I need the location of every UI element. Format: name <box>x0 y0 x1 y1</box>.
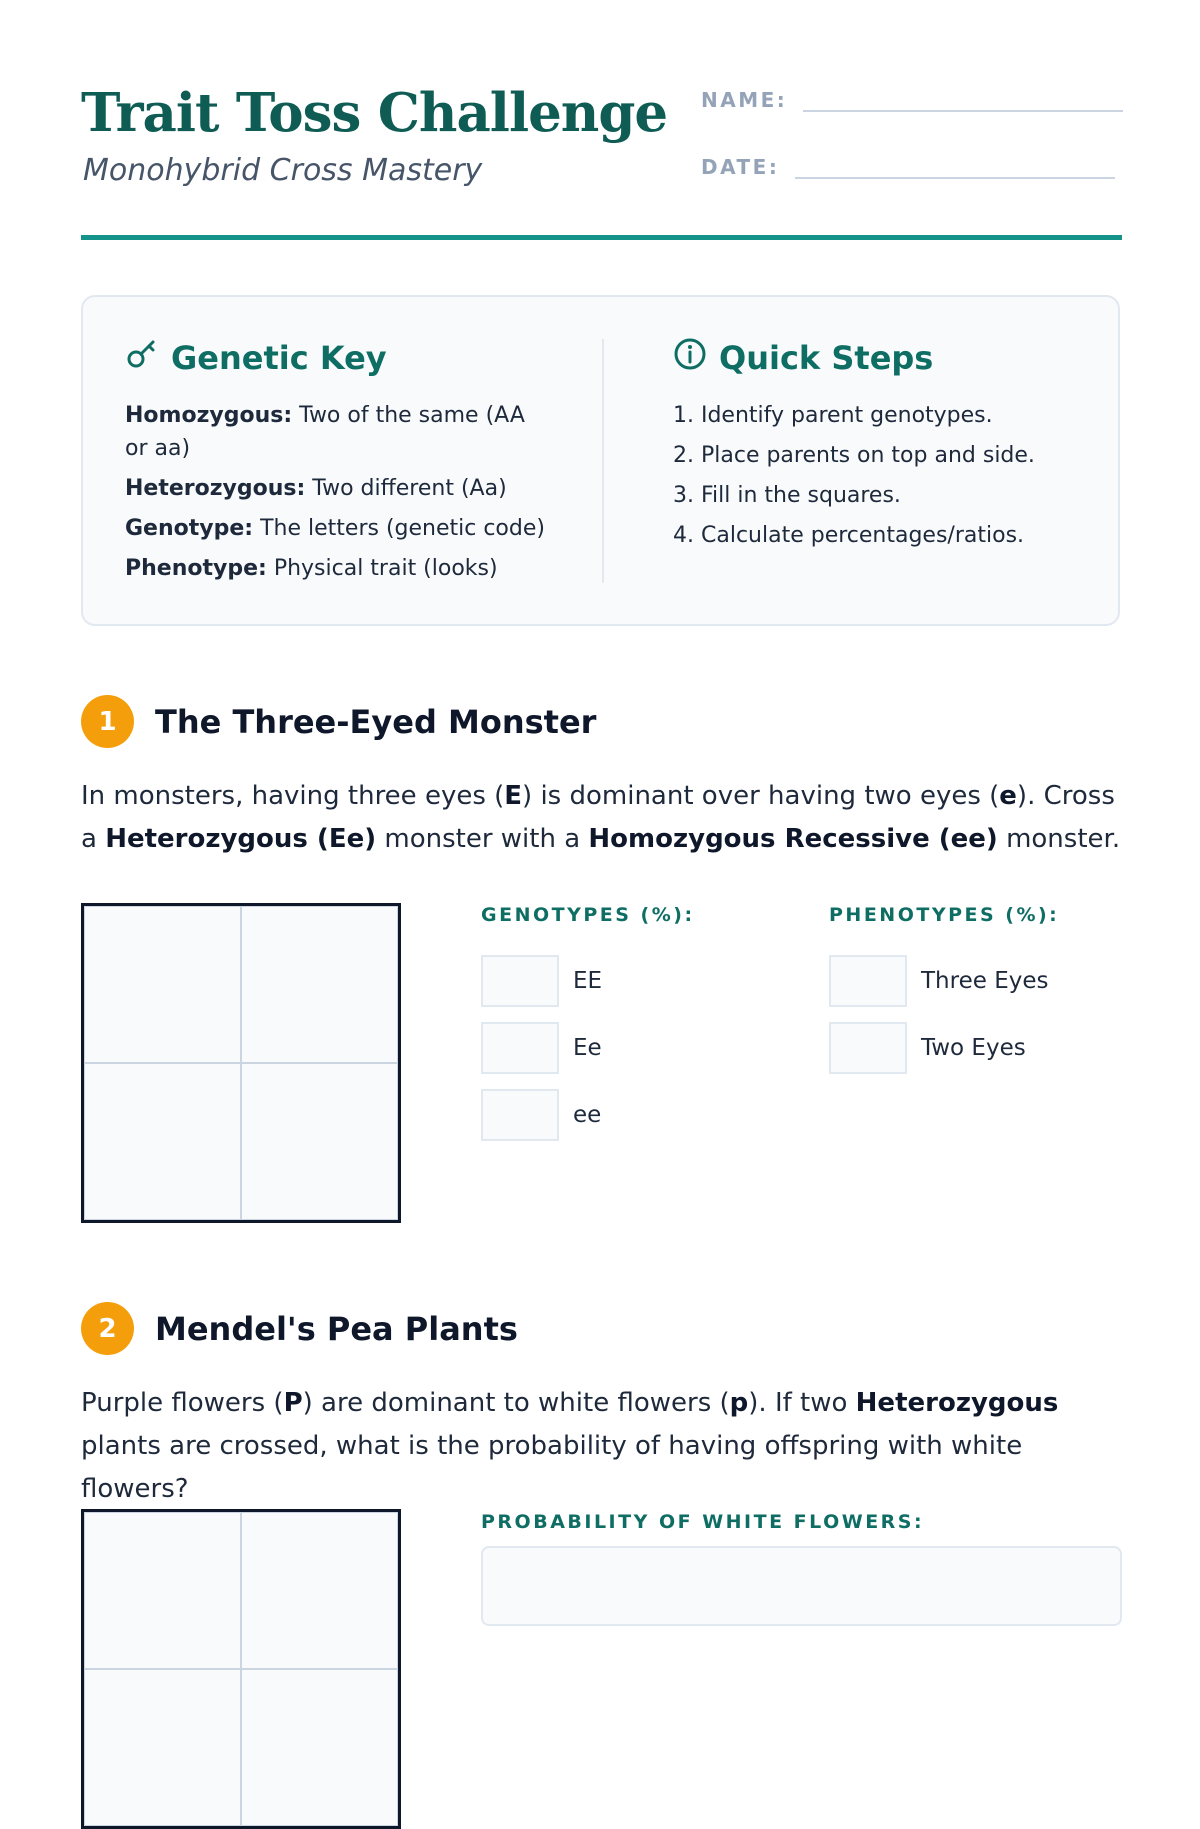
probability-answer-box[interactable] <box>481 1546 1122 1626</box>
definition-term: Homozygous: <box>125 403 293 428</box>
worksheet-page <box>81 0 1122 1533</box>
problem-1-header <box>81 695 596 748</box>
text-segment: ). Cross a <box>81 781 1115 854</box>
genotype-option: EE <box>573 968 603 994</box>
genotype-row <box>481 955 602 1007</box>
definition-desc: The letters (genetic code) <box>260 516 545 541</box>
phenotype-option: Two Eyes <box>921 1035 1026 1061</box>
page-title: Trait Toss Challenge <box>81 82 668 144</box>
text-bold: Homozygous Recessive (ee) <box>588 824 998 854</box>
step-item: 3. Fill in the squares. <box>673 483 901 508</box>
text-segment: ) are dominant to white flowers ( <box>302 1388 730 1418</box>
header-rule <box>81 235 1122 240</box>
date-field[interactable] <box>701 155 1115 179</box>
punnett-cell[interactable] <box>241 1063 398 1220</box>
text-bold: E <box>504 781 523 811</box>
text-bold: Heterozygous <box>855 1388 1059 1418</box>
step-item: 2. Place parents on top and side. <box>673 443 1035 468</box>
text-bold: P <box>283 1388 303 1418</box>
text-segment: ). If two <box>748 1388 856 1418</box>
definition-item <box>125 399 545 465</box>
reference-box <box>81 295 1120 626</box>
text-bold: p <box>729 1388 749 1418</box>
page-subtitle: Monohybrid Cross Mastery <box>83 153 483 188</box>
key-icon <box>125 337 159 379</box>
date-line[interactable] <box>795 177 1115 179</box>
text-bold: e <box>999 781 1017 811</box>
punnett-cell[interactable] <box>84 1063 241 1220</box>
text-bold: Heterozygous (Ee) <box>105 824 377 854</box>
definition-item <box>125 552 545 585</box>
definition-term: Phenotype: <box>125 556 267 581</box>
text-segment: monster with a <box>376 824 589 854</box>
genetic-key-section <box>125 337 545 592</box>
genotype-option: Ee <box>573 1035 602 1061</box>
phenotype-answer-box[interactable] <box>829 955 907 1007</box>
definitions-list <box>125 399 545 585</box>
definition-term: Heterozygous: <box>125 476 306 501</box>
info-icon <box>673 337 707 379</box>
punnett-cell[interactable] <box>84 1669 241 1826</box>
header <box>81 0 1122 245</box>
problem-1-title: The Three-Eyed Monster <box>155 702 597 741</box>
name-label: NAME: <box>701 88 788 112</box>
genetic-key-heading <box>125 337 545 379</box>
definition-item <box>125 472 545 505</box>
definition-desc: Two different (Aa) <box>312 476 507 501</box>
text-segment: ) is dominant over having two eyes ( <box>522 781 1000 811</box>
reference-divider <box>602 339 604 583</box>
quick-steps-heading <box>673 337 1073 379</box>
name-line[interactable] <box>803 110 1123 112</box>
genotype-row <box>481 1022 602 1074</box>
genotype-row <box>481 1089 601 1141</box>
definition-term: Genotype: <box>125 516 254 541</box>
punnett-cell[interactable] <box>84 906 241 1063</box>
probability-label: PROBABILITY OF WHITE FLOWERS: <box>481 1511 925 1533</box>
punnett-cell[interactable] <box>241 906 398 1063</box>
punnett-cell[interactable] <box>84 1512 241 1669</box>
problem-2-title: Mendel's Pea Plants <box>155 1309 518 1348</box>
punnett-cell[interactable] <box>241 1512 398 1669</box>
definition-desc: Physical trait (looks) <box>273 556 498 581</box>
phenotypes-label: PHENOTYPES (%): <box>829 904 1060 926</box>
text-segment: plants are crossed, what is the probability of having offspring with white flowers? <box>81 1431 1023 1504</box>
text-segment: In monsters, having three eyes ( <box>81 781 505 811</box>
punnett-square-2[interactable] <box>81 1509 401 1829</box>
text-segment: monster. <box>997 824 1121 854</box>
quick-steps-title: Quick Steps <box>719 339 934 377</box>
genotype-answer-box[interactable] <box>481 1022 559 1074</box>
problem-1-text <box>81 775 1122 861</box>
steps-list <box>673 399 1073 552</box>
genotype-answer-box[interactable] <box>481 1089 559 1141</box>
genotype-answer-box[interactable] <box>481 955 559 1007</box>
quick-steps-section <box>673 337 1073 559</box>
phenotype-option: Three Eyes <box>921 968 1049 994</box>
date-label: DATE: <box>701 155 780 179</box>
genotypes-label: GENOTYPES (%): <box>481 904 695 926</box>
problem-1-badge: 1 <box>81 695 134 748</box>
step-item: 1. Identify parent genotypes. <box>673 403 993 428</box>
genetic-key-title: Genetic Key <box>171 339 387 377</box>
genotype-option: ee <box>573 1102 602 1128</box>
phenotype-row <box>829 1022 1026 1074</box>
problem-2-text <box>81 1382 1122 1511</box>
problem-2-badge: 2 <box>81 1302 134 1355</box>
phenotype-row <box>829 955 1048 1007</box>
name-field[interactable] <box>701 88 1123 112</box>
problem-2-header <box>81 1302 518 1355</box>
text-segment: Purple flowers ( <box>81 1388 284 1418</box>
phenotype-answer-box[interactable] <box>829 1022 907 1074</box>
definition-item <box>125 512 545 545</box>
punnett-cell[interactable] <box>241 1669 398 1826</box>
punnett-square-1[interactable] <box>81 903 401 1223</box>
step-item: 4. Calculate percentages/ratios. <box>673 523 1025 548</box>
definition-desc: Two of the same (AA or aa) <box>125 403 525 461</box>
